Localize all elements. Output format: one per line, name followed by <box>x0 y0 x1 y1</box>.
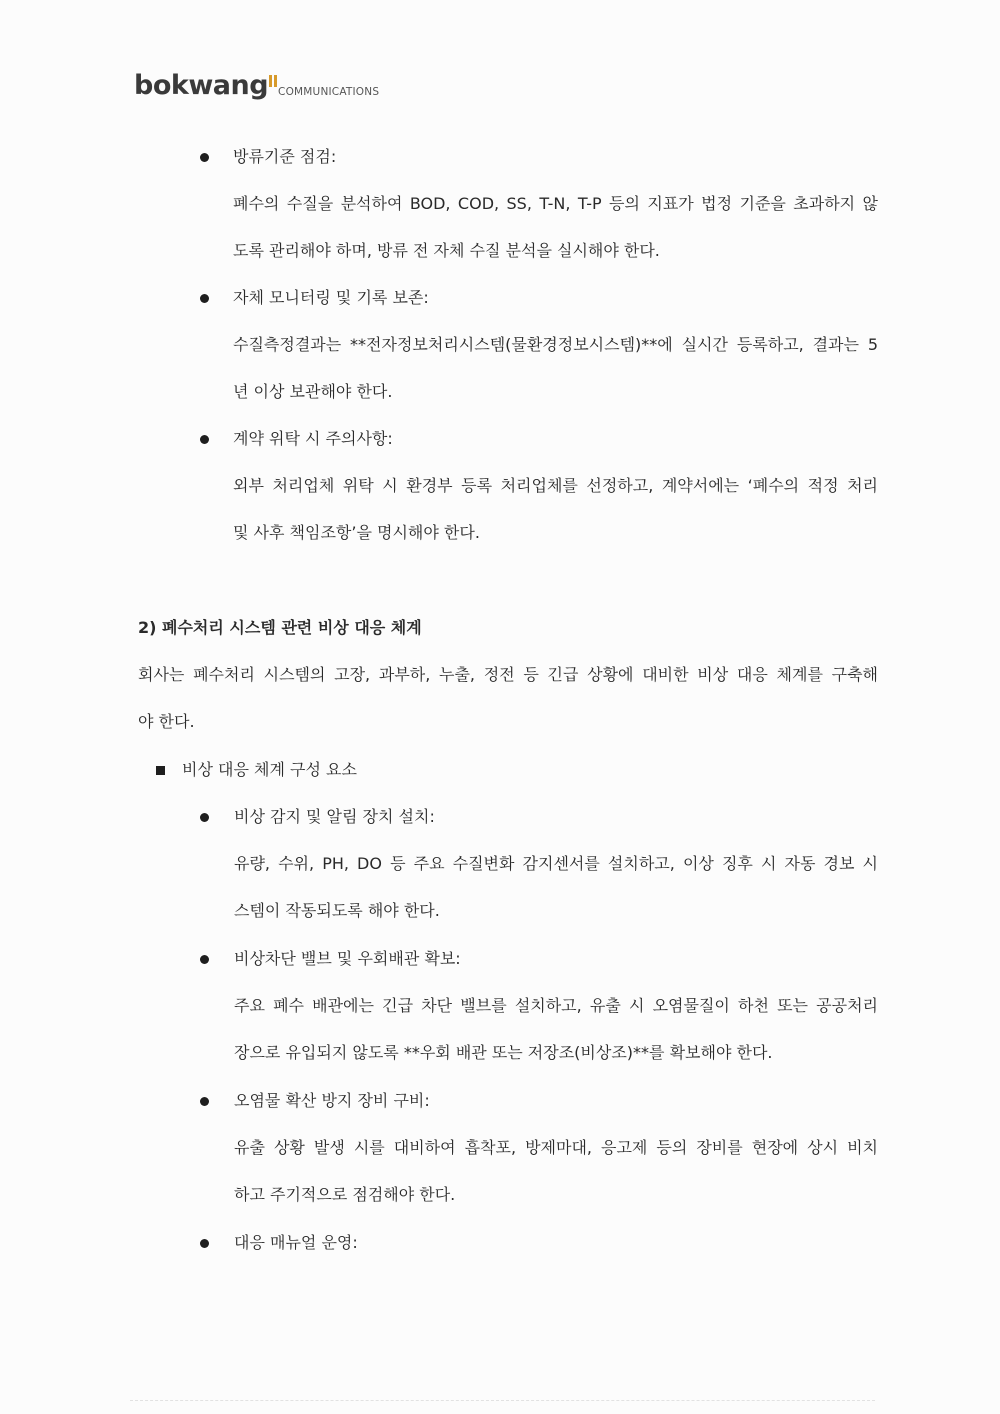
subheading: 비상 대응 체계 구성 요소 <box>182 760 357 779</box>
item-body-line: 유량, 수위, PH, DO 등 주요 수질변화 감지센서를 설치하고, 이상 징후 시 자동 경보 시 <box>234 854 878 873</box>
item-title: 비상 감지 및 알림 장치 설치: <box>234 807 435 826</box>
bullet-icon <box>200 153 209 162</box>
logo-wordmark: bokwang <box>134 70 269 101</box>
item-title: 대응 매뉴얼 운영: <box>234 1233 358 1252</box>
bullet-icon <box>200 435 209 444</box>
item-title: 자체 모니터링 및 기록 보존: <box>233 288 429 307</box>
item-body-line: 장으로 유입되지 않도록 **우회 배관 또는 저장조(비상조)**를 확보해야 한다. <box>234 1043 773 1062</box>
logo-subtitle: COMMUNICATIONS <box>278 85 380 98</box>
item-body-line: 외부 처리업체 위탁 시 환경부 등록 처리업체를 선정하고, 계약서에는 ‘폐수의 적정 처리 <box>233 476 878 495</box>
item-body-line: 주요 폐수 배관에는 긴급 차단 밸브를 설치하고, 유출 시 오염물질이 하천 또는 공공처리 <box>234 996 878 1015</box>
item-body-line: 하고 주기적으로 점검해야 한다. <box>234 1185 456 1204</box>
intro-line: 야 한다. <box>138 712 195 731</box>
footer-divider <box>130 1400 875 1401</box>
item-body-line: 년 이상 보관해야 한다. <box>233 382 393 401</box>
item-body-line: 수질측정결과는 **전자정보처리시스템(물환경정보시스템)**에 실시간 등록하고, 결과는 5 <box>233 335 878 354</box>
square-bullet-icon <box>156 766 165 775</box>
item-body-line: 및 사후 책임조항’을 명시해야 한다. <box>233 523 480 542</box>
item-title: 비상차단 밸브 및 우회배관 확보: <box>234 949 461 968</box>
section-heading: 2) 폐수처리 시스템 관련 비상 대응 체계 <box>138 618 422 637</box>
bullet-icon <box>200 294 209 303</box>
bullet-icon <box>200 1239 209 1248</box>
logo-mark-icon <box>269 75 277 89</box>
bullet-icon <box>200 813 209 822</box>
item-body-line: 유출 상황 발생 시를 대비하여 흡착포, 방제마대, 응고제 등의 장비를 현장에 상시 비치 <box>234 1138 878 1157</box>
item-body-line: 폐수의 수질을 분석하여 BOD, COD, SS, T-N, T-P 등의 지표가 법정 기준을 초과하지 않 <box>233 194 878 213</box>
item-title: 방류기준 점검: <box>233 147 337 166</box>
company-logo <box>134 72 379 99</box>
intro-line: 회사는 폐수처리 시스템의 고장, 과부하, 누출, 정전 등 긴급 상황에 대비한 비상 대응 체계를 구축해 <box>138 665 878 684</box>
item-body-line: 도록 관리해야 하며, 방류 전 자체 수질 분석을 실시해야 한다. <box>233 241 660 260</box>
bullet-icon <box>200 1097 209 1106</box>
item-body-line: 스템이 작동되도록 해야 한다. <box>234 901 440 920</box>
item-title: 계약 위탁 시 주의사항: <box>233 429 393 448</box>
bullet-icon <box>200 955 209 964</box>
item-title: 오염물 확산 방지 장비 구비: <box>234 1091 430 1110</box>
